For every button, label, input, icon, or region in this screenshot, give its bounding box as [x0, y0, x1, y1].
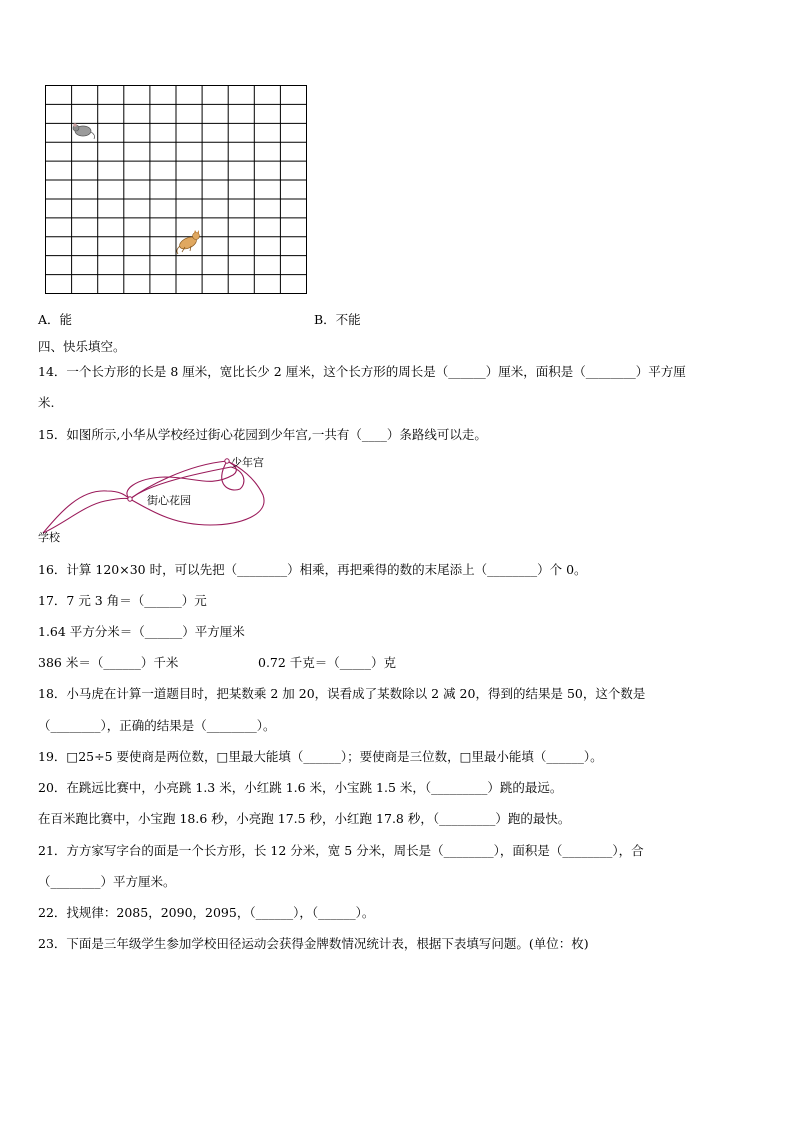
question-21-line-2: （________）平方厘米。	[38, 874, 176, 889]
mouse-icon	[73, 123, 95, 139]
cat-icon	[177, 230, 200, 254]
question-18-line-2: （________），正确的结果是（________）。	[38, 718, 276, 733]
question-20-line-1: 20．在跳远比赛中，小亮跳 1.3 米，小红跳 1.6 米，小宝跳 1.5 米，（_________）跳的最远。	[38, 780, 563, 795]
question-14-line-1: 14．一个长方形的长是 8 厘米，宽比长少 2 厘米，这个长方形的周长是（______）厘米，面积是（________）平方厘	[38, 364, 686, 379]
question-17-line-1: 17．7 元 3 角＝（______）元	[38, 593, 207, 608]
option-a: A．能	[38, 312, 73, 327]
question-22: 22．找规律：2085，2090，2095，（______），（______）。	[38, 905, 375, 920]
question-17-line-3b: 0.72 千克＝（_____）克	[258, 655, 397, 670]
question-15: 15．如图所示,小华从学校经过街心花园到少年宫,一共有（____）条路线可以走。	[38, 427, 487, 442]
label-youth-palace: 少年宫	[231, 456, 264, 469]
question-23: 23．下面是三年级学生参加学校田径运动会获得金牌数情况统计表，根据下表填写问题。(单位：枚)	[38, 936, 589, 951]
question-19: 19．□25÷5 要使商是两位数，□里最大能填（______）；要使商是三位数，□里最小能填（______）。	[38, 749, 603, 764]
label-street-garden: 街心花园	[147, 494, 191, 507]
question-20-line-2: 在百米跑比赛中，小宝跑 18.6 秒，小亮跑 17.5 秒，小红跑 17.8 秒，（_________）跑的最快。	[38, 811, 571, 826]
option-b: B．不能	[314, 312, 361, 327]
question-17-line-3a: 386 米＝（______）千米	[38, 655, 179, 670]
question-17-line-2: 1.64 平方分米＝（______）平方厘米	[38, 624, 245, 639]
question-18-line-1: 18．小马虎在计算一道题目时，把某数乘 2 加 20，误看成了某数除以 2 减 20，得到的结果是 50，这个数是	[38, 686, 646, 701]
label-school: 学校	[38, 531, 60, 544]
question-14-line-2: 米.	[38, 395, 55, 410]
question-21-line-1: 21．方方家写字台的面是一个长方形，长 12 分米，宽 5 分米，周长是（________），面积是（________），合	[38, 843, 644, 858]
question-16: 16．计算 120×30 时，可以先把（________）相乘，再把乘得的数的末尾添上（________）个 0。	[38, 562, 587, 577]
section-title: 四、快乐填空。	[38, 339, 126, 354]
grid-figure	[45, 85, 307, 294]
